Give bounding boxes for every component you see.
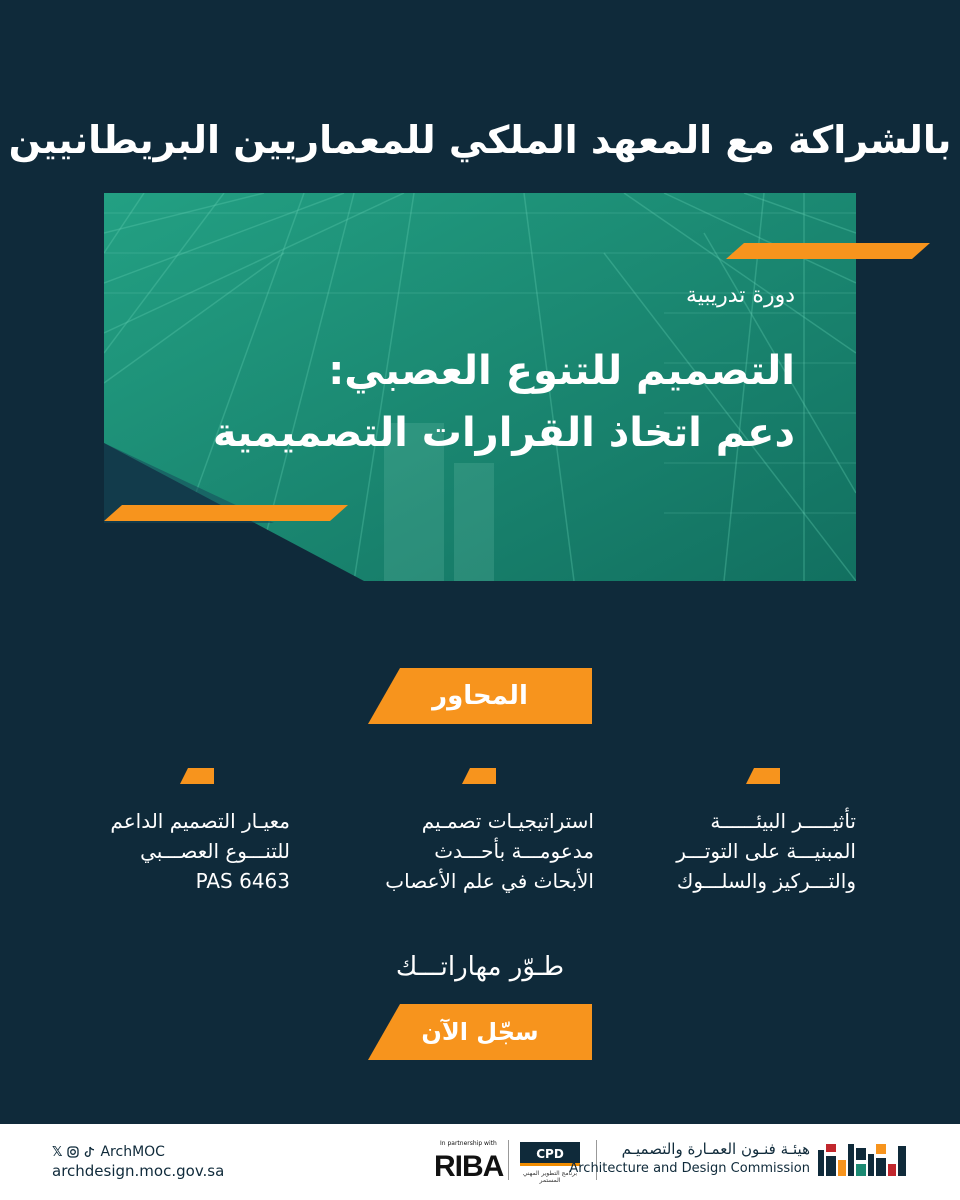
website-link[interactable]: archdesign.moc.gov.sa (52, 1162, 225, 1180)
tiktok-icon[interactable] (84, 1146, 95, 1158)
axis-item-3-line-3: PAS 6463 (195, 869, 290, 893)
axis-item-1-line-3: والتـــركيز والسلـــوك (676, 869, 856, 893)
axis-item-3-line-2: للتنـــوع العصـــبي (140, 839, 290, 863)
partnership-title: بالشراكة مع المعهد الملكي للمعماريين البريطانيين (8, 118, 952, 162)
course-title-line-2: دعم اتخاذ القرارات التصميمية (212, 410, 795, 456)
axis-marker-3 (180, 768, 214, 784)
axis-item-2 (385, 806, 594, 896)
social-links (52, 1144, 165, 1160)
course-title-line-1: التصميم للتنوع العصبي: (328, 348, 795, 394)
axis-marker-1 (746, 768, 780, 784)
footer-divider-1 (508, 1140, 509, 1180)
axis-item-1-line-2: المبنيـــة على التوتـــر (676, 839, 856, 863)
axis-item-3 (110, 806, 290, 896)
riba-logo: RIBA (434, 1150, 504, 1183)
riba-partnership-caption: In partnership with (440, 1140, 497, 1147)
axis-item-1-line-1: تأثيـــــر البيئــــــة (710, 809, 856, 833)
axis-marker-2 (462, 768, 496, 784)
axis-item-2-line-1: استراتيجيـات تصمـيم (421, 809, 594, 833)
axis-item-2-line-2: مدعومـــة بأحـــدث (434, 839, 594, 863)
commission-name-en: Architecture and Design Commission (569, 1161, 810, 1176)
cpd-logo: CPD (520, 1142, 580, 1166)
hero-accent-bottom (104, 505, 348, 521)
axis-item-3-line-1: معيـار التصميم الداعم (110, 809, 290, 833)
axes-tag (368, 668, 592, 724)
axes-label: المحاور (432, 681, 528, 711)
instagram-icon[interactable] (67, 1146, 79, 1158)
commission-name-ar: هيئـة فنـون العمـارة والتصميـم (621, 1140, 810, 1158)
register-button[interactable] (368, 1004, 592, 1060)
develop-skills-text: طـوّر مهاراتـــك (395, 952, 565, 982)
axis-item-2-line-3: الأبحاث في علم الأعصاب (385, 869, 594, 893)
register-label: سجّل الآن (421, 1018, 539, 1046)
cpd-caption: برنامج التطوير المهني المستمر (522, 1170, 578, 1184)
social-handle[interactable]: ArchMOC (100, 1144, 165, 1160)
x-icon[interactable]: 𝕏 (52, 1144, 63, 1160)
course-type-label: دورة تدريبية (685, 283, 795, 308)
hero-accent-top (726, 243, 930, 259)
commission-logo-icon (818, 1140, 910, 1180)
axis-item-1 (676, 806, 856, 896)
course-title (213, 340, 795, 464)
